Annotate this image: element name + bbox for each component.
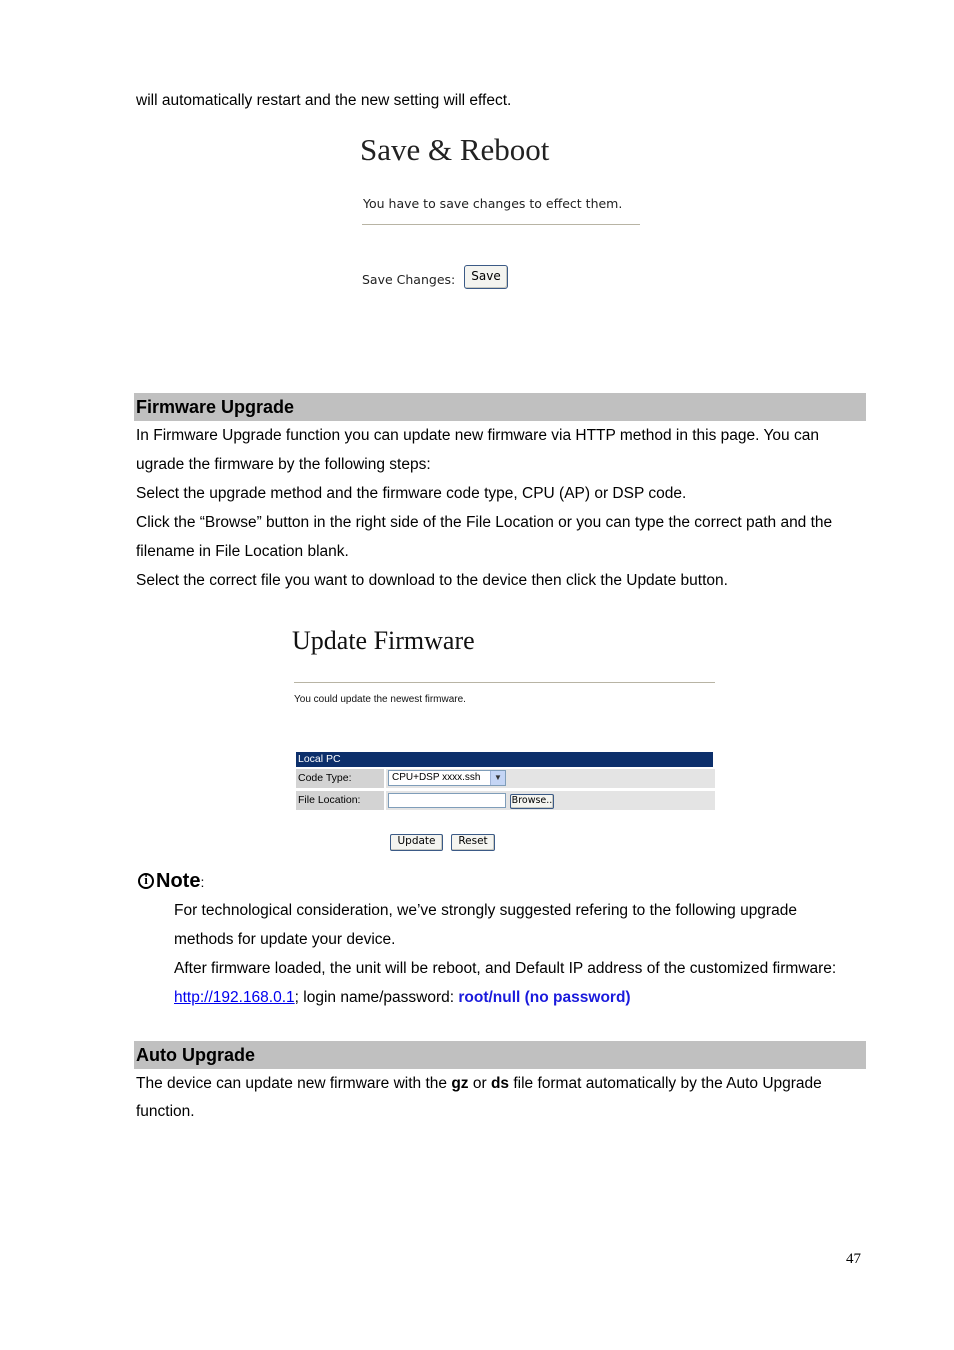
- save-changes-label: Save Changes:: [362, 272, 456, 287]
- auto-upgrade-body: [136, 1070, 866, 1126]
- firmware-upgrade-body: [136, 421, 866, 595]
- code-type-cell: [384, 769, 715, 788]
- intro-text: will automatically restart and the new setting will effect.: [136, 92, 512, 109]
- body-line: Select the correct file you want to download to the device then click the Update button.: [136, 572, 728, 589]
- auto-upgrade-heading: Auto Upgrade: [136, 1045, 255, 1065]
- update-firmware-title: Update Firmware: [292, 626, 475, 655]
- save-reboot-title: Save & Reboot: [360, 132, 550, 167]
- body-line: filename in File Location blank.: [136, 543, 349, 560]
- body-line: Select the upgrade method and the firmware code type, CPU (AP) or DSP code.: [136, 485, 687, 502]
- note-colon: :: [200, 874, 205, 890]
- note-line: For technological consideration, we’ve strongly suggested refering to the following upgrade: [174, 902, 797, 919]
- auto-or: or: [468, 1075, 491, 1092]
- file-location-input[interactable]: [388, 793, 506, 808]
- local-pc-header: [296, 752, 713, 767]
- code-type-select[interactable]: [388, 770, 506, 786]
- firmware-upgrade-heading-bar: [134, 393, 866, 421]
- update-firmware-subtitle: You could update the newest firmware.: [294, 694, 466, 705]
- save-reboot-subtitle: You have to save changes to effect them.: [363, 196, 623, 211]
- note-line: methods for update your device.: [174, 931, 396, 948]
- reset-button[interactable]: Reset: [451, 834, 495, 851]
- info-icon: [138, 873, 154, 889]
- auto-upgrade-line: [136, 1070, 866, 1098]
- note-heading: [138, 870, 204, 893]
- firmware-upgrade-heading: Firmware Upgrade: [136, 397, 295, 417]
- body-line: Click the “Browse” button in the right side of the File Location or you can type the correct path and the: [136, 514, 833, 531]
- note-title: Note: [156, 870, 201, 892]
- body-line: In Firmware Upgrade function you can update new firmware via HTTP method in this page. You can: [136, 427, 819, 444]
- note-body: [174, 896, 874, 1012]
- credentials-text: root/null (no password): [458, 989, 631, 1006]
- update-firmware-divider: [294, 682, 715, 683]
- save-reboot-divider: [362, 224, 640, 225]
- code-type-row: [296, 769, 713, 788]
- auto-upgrade-line: function.: [136, 1103, 195, 1120]
- default-ip-link[interactable]: http://192.168.0.1: [174, 989, 295, 1006]
- note-line: [174, 983, 874, 1012]
- note-line: After firmware loaded, the unit will be reboot, and Default IP address of the customized firmware:: [174, 960, 837, 977]
- page-number: 47: [846, 1251, 861, 1267]
- code-type-label: Code Type:: [298, 772, 352, 784]
- file-location-cell: [384, 791, 715, 810]
- body-line: ugrade the firmware by the following steps:: [136, 456, 431, 473]
- local-pc-label: Local PC: [298, 753, 341, 765]
- browse-button[interactable]: Browse..: [510, 794, 554, 809]
- ds-format: ds: [490, 1075, 510, 1092]
- gz-format: gz: [451, 1075, 469, 1092]
- login-text: ; login name/password:: [294, 989, 459, 1006]
- code-type-value: CPU+DSP xxxx.ssh: [392, 772, 481, 783]
- file-location-row: [296, 791, 713, 810]
- auto-upgrade-heading-bar: [134, 1041, 866, 1069]
- update-button[interactable]: Update: [390, 834, 443, 851]
- auto-text-1: The device can update new firmware with the: [136, 1075, 452, 1092]
- chevron-down-icon[interactable]: ▼: [490, 771, 505, 785]
- auto-text-2: file format automatically by the Auto Upgrade: [509, 1075, 822, 1092]
- save-button[interactable]: Save: [464, 265, 508, 289]
- file-location-label: File Location:: [298, 794, 361, 806]
